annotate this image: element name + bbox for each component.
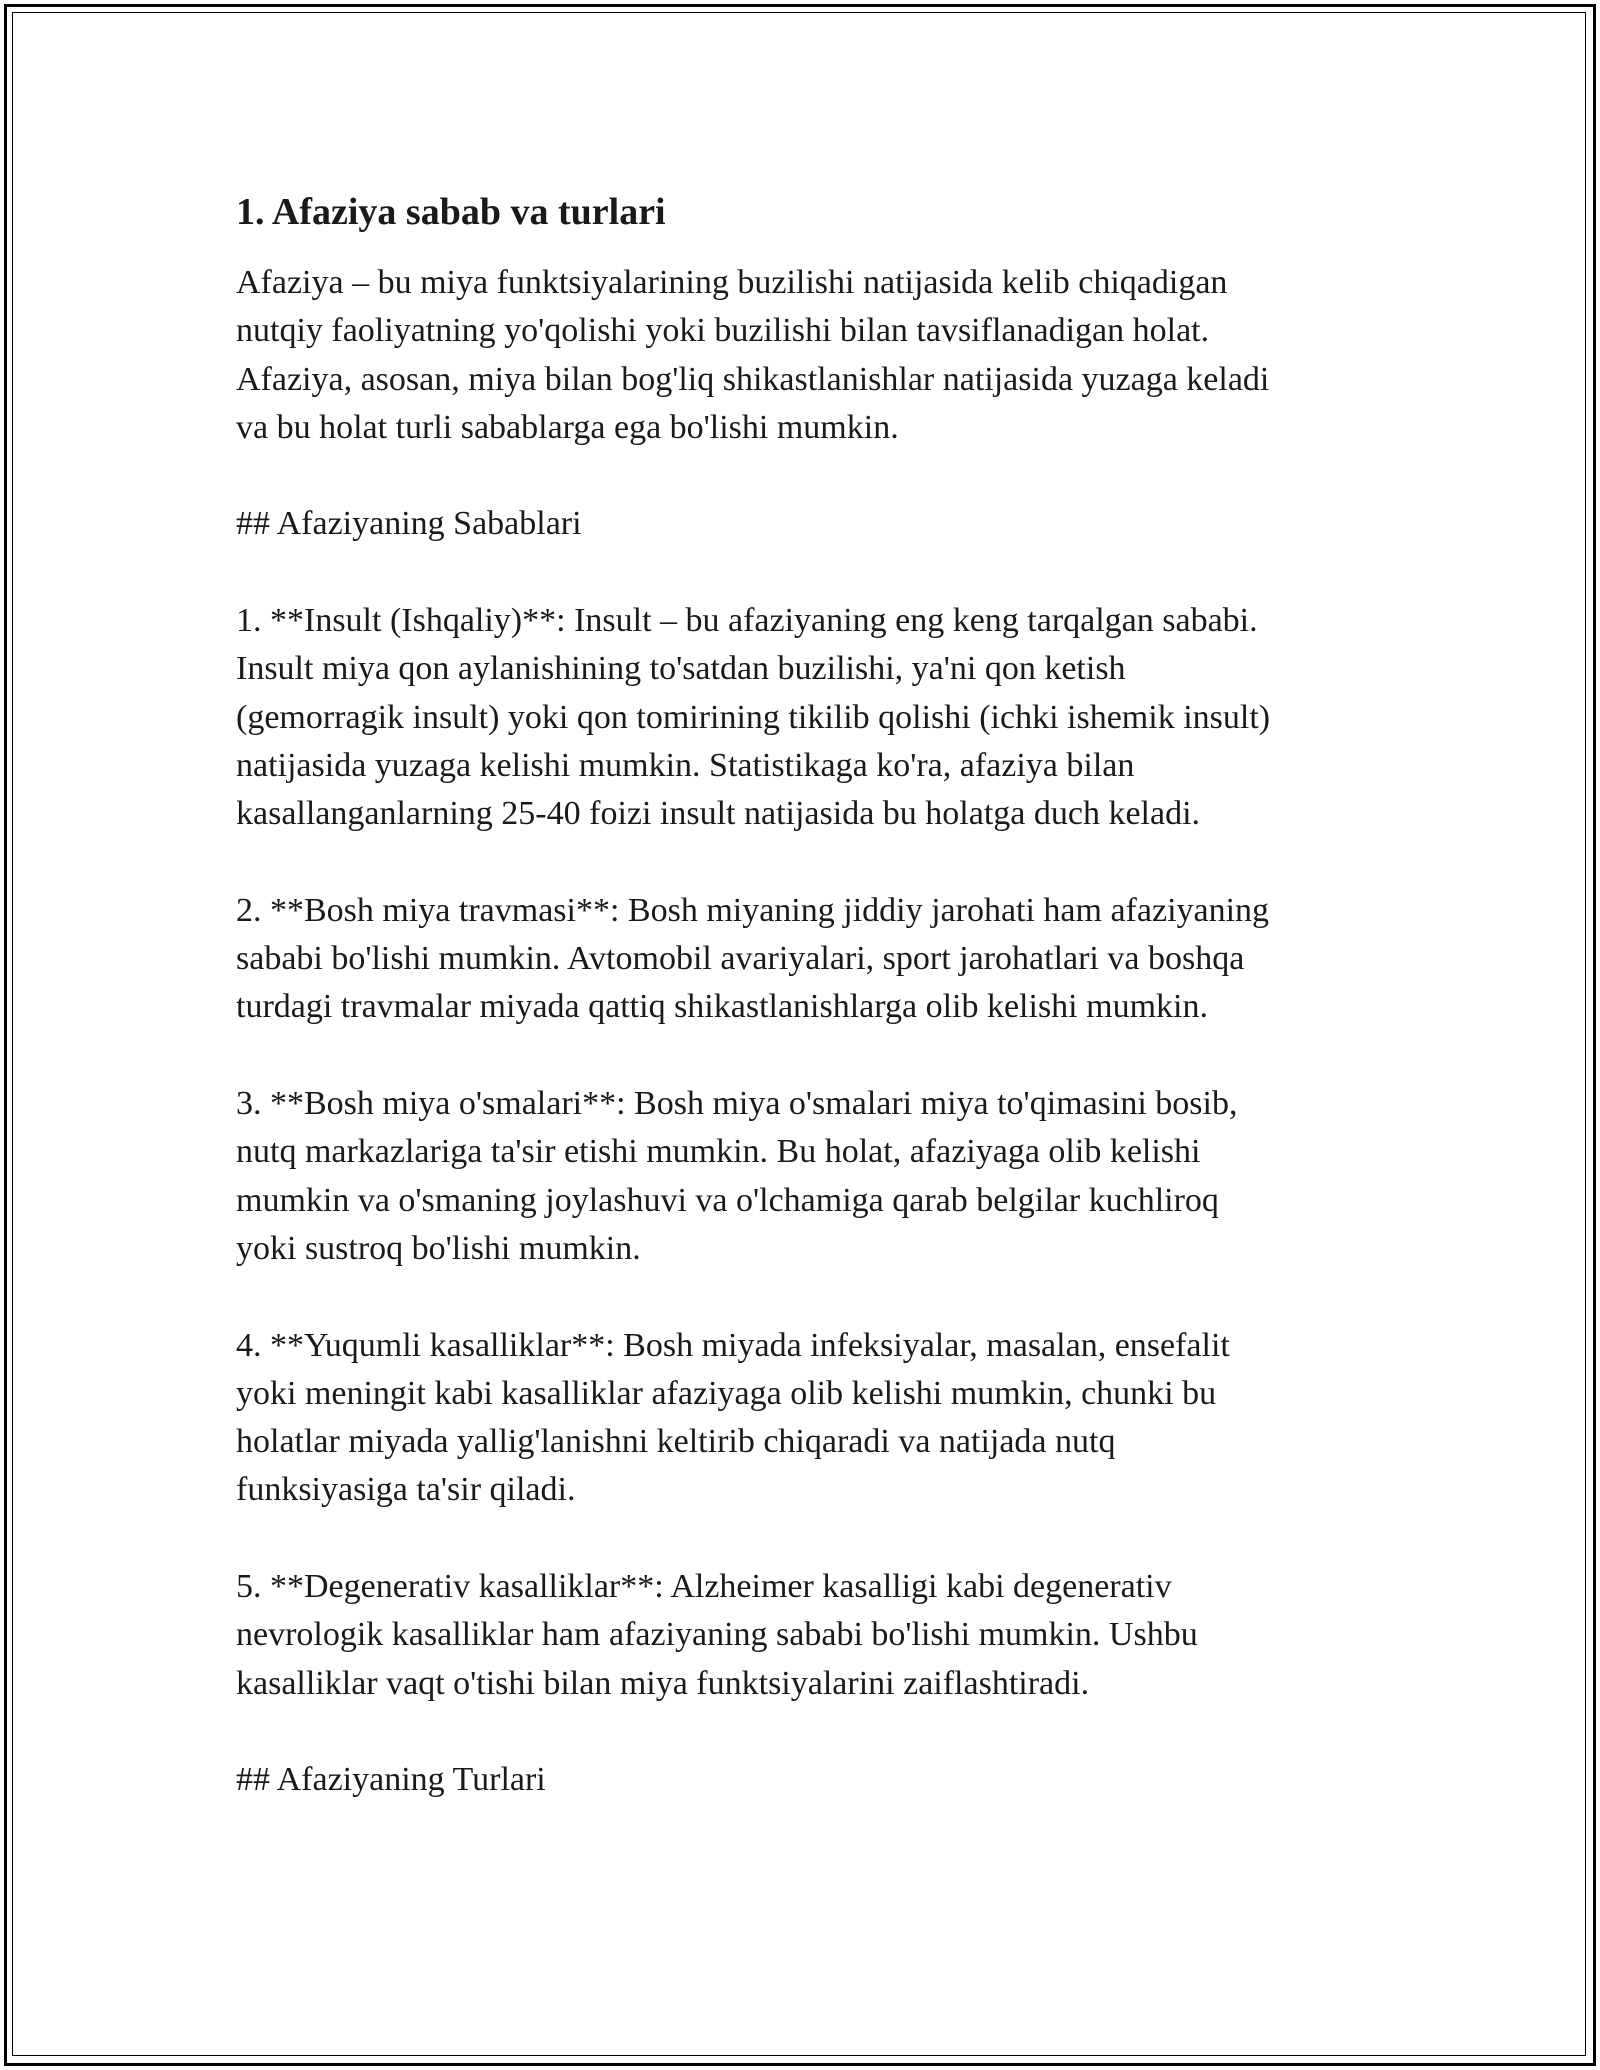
document-body xyxy=(236,185,1396,1805)
cause-item-stroke: 1. **Insult (Ishqaliy)**: Insult – bu afaziyaning eng keng tarqalgan sababi. Insult miya qon aylanishining to'satdan buzilishi, ya'ni qon ketish (gemorragik insult) yoki qon tomirining tikilib qolishi (ichki ishemik insult) natijasida yuzaga kelishi mumkin. Statistikaga ko'ra, afaziya bilan kasallanganlarning 25-40 foizi insult natijasida bu holatga duch keladi. xyxy=(236,602,1271,833)
document-title: 1. Afaziya sabab va turlari xyxy=(236,191,666,233)
cause-item-brain-trauma: 2. **Bosh miya travmasi**: Bosh miyaning jiddiy jarohati ham afaziyaning sababi bo'lishi mumkin. Avtomobil avariyalari, sport jarohatlari va boshqa turdagi travmalar miyada qattiq shikastlanishlarga olib kelishi mumkin. xyxy=(236,891,1270,1026)
intro-paragraph: Afaziya – bu miya funktsiyalarining buzilishi natijasida kelib chiqadigan nutqiy faoliyatning yo'qolishi yoki buzilishi bilan tavsiflanadigan holat. Afaziya, asosan, miya bilan bog'liq shikastlanishlar natijasida yuzaga keladi va bu holat turli sabablarga ega bo'lishi mumkin. xyxy=(236,264,1270,446)
section-heading-types: ## Afaziyaning Turlari xyxy=(236,1761,546,1799)
cause-item-infections: 4. **Yuqumli kasalliklar**: Bosh miyada infeksiyalar, masalan, ensefalit yoki meningit kabi kasalliklar afaziyaga olib kelishi mumkin, chunki bu holatlar miyada yallig'lanishni keltirib chiqaradi va natijada nutq funksiyasiga ta'sir qiladi. xyxy=(236,1326,1230,1509)
section-heading-causes: ## Afaziyaning Sabablari xyxy=(236,505,582,543)
cause-item-degenerative: 5. **Degenerativ kasalliklar**: Alzheimer kasalligi kabi degenerativ nevrologik kasalliklar ham afaziyaning sababi bo'lishi mumkin. Ushbu kasalliklar vaqt o'tishi bilan miya funktsiyalarini zaiflashtiradi. xyxy=(236,1568,1198,1702)
cause-item-brain-tumors: 3. **Bosh miya o'smalari**: Bosh miya o'smalari miya to'qimasini bosib, nutq markazlariga ta'sir etishi mumkin. Bu holat, afaziyaga olib kelishi mumkin va o'smaning joylashuvi va o'lchamiga qarab belgilar kuchliroq yoki sustroq bo'lishi mumkin. xyxy=(236,1085,1238,1267)
